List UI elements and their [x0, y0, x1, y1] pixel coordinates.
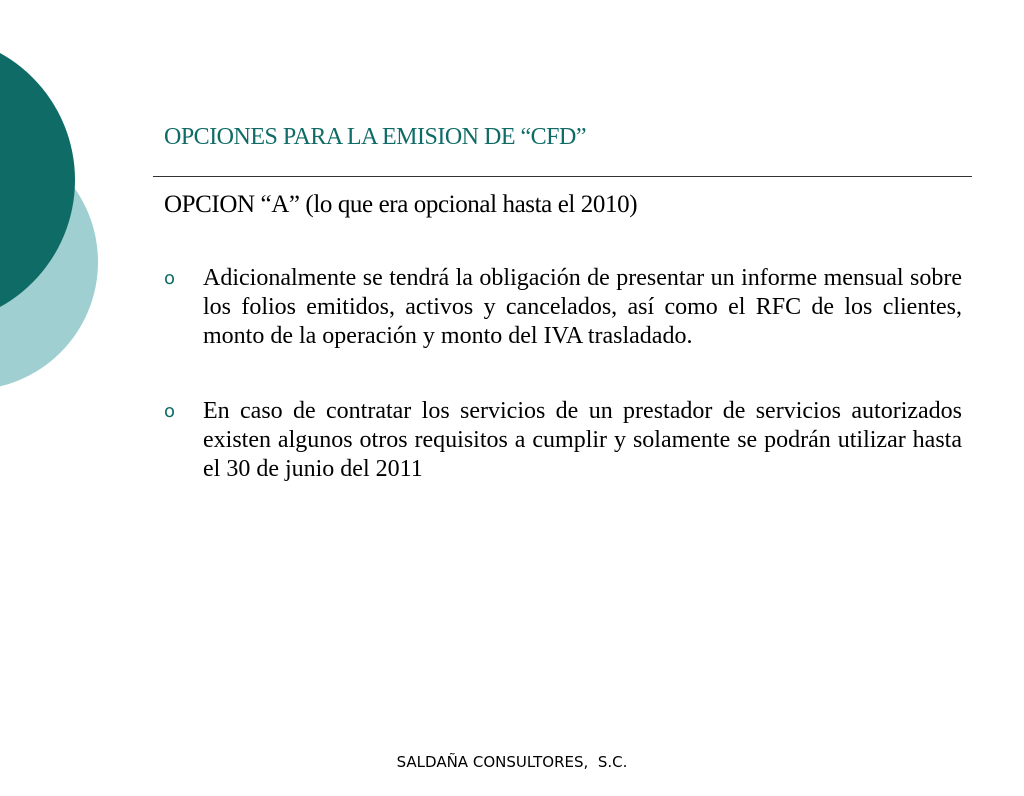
slide-title: OPCIONES PARA LA EMISION DE “CFD”: [164, 124, 586, 150]
decorative-circles: [0, 0, 110, 420]
title-divider: [153, 176, 972, 177]
bullet-text: Adicionalmente se tendrá la obligación de presentar un informe mensual sobre los folios emitidos, activos y cancelados, así como el RFC de los clientes, monto de la operación y monto del IVA trasladado.: [203, 265, 962, 349]
bullet-circle-icon: o: [164, 401, 176, 422]
bullet-item: [164, 397, 962, 484]
bullet-list: [164, 264, 962, 530]
bullet-item: [164, 264, 962, 351]
footer-company-name: SALDAÑA CONSULTORES, S.C.: [396, 753, 628, 771]
bullet-circle-icon: o: [164, 268, 176, 289]
section-subtitle: OPCION “A” (lo que era opcional hasta el 2010): [164, 191, 638, 218]
bullet-text: En caso de contratar los servicios de un prestador de servicios autorizados existen algunos otros requisitos a cumplir y solamente se podrán utilizar hasta el 30 de junio del 2011: [203, 398, 962, 482]
